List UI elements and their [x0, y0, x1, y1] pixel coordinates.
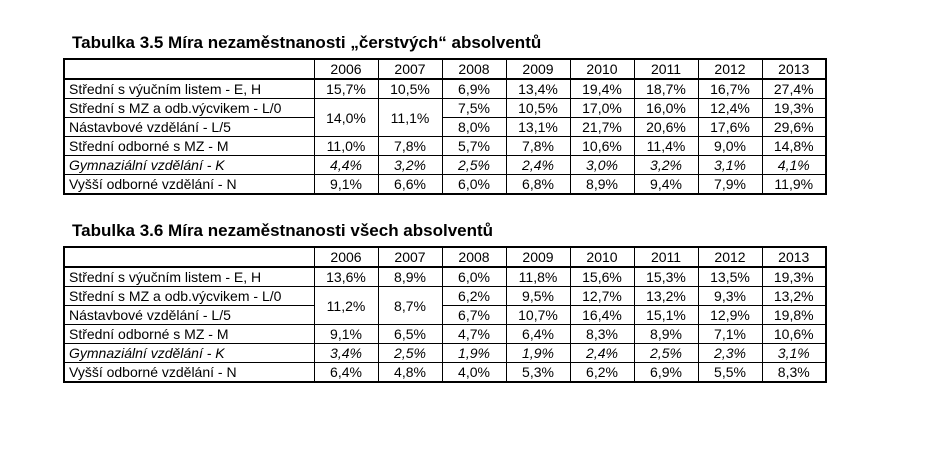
row-label: Gymnaziální vzdělání - K	[64, 156, 314, 175]
value-cell: 12,4%	[698, 99, 762, 118]
value-cell: 2,5%	[378, 344, 442, 363]
value-cell: 2,5%	[442, 156, 506, 175]
value-cell: 11,4%	[634, 137, 698, 156]
value-cell: 15,6%	[570, 267, 634, 287]
value-cell: 11,0%	[314, 137, 378, 156]
value-cell: 1,9%	[442, 344, 506, 363]
value-cell: 2,4%	[570, 344, 634, 363]
value-cell: 15,1%	[634, 306, 698, 325]
merged-value-cell: 11,1%	[378, 99, 442, 137]
value-cell: 13,4%	[506, 79, 570, 99]
value-cell: 10,6%	[762, 325, 826, 344]
year-header: 2008	[442, 59, 506, 79]
header-corner-cell	[64, 247, 314, 267]
value-cell: 2,4%	[506, 156, 570, 175]
table-row	[64, 306, 826, 325]
value-cell: 6,6%	[378, 175, 442, 195]
row-label: Střední odborné s MZ - M	[64, 137, 314, 156]
value-cell: 7,8%	[378, 137, 442, 156]
value-cell: 4,7%	[442, 325, 506, 344]
table-row	[64, 156, 826, 175]
value-cell: 8,3%	[570, 325, 634, 344]
value-cell: 18,7%	[634, 79, 698, 99]
value-cell: 19,3%	[762, 267, 826, 287]
value-cell: 13,1%	[506, 118, 570, 137]
table-row	[64, 99, 826, 118]
value-cell: 16,4%	[570, 306, 634, 325]
year-header: 2007	[378, 247, 442, 267]
year-header: 2008	[442, 247, 506, 267]
table-row	[64, 267, 826, 287]
value-cell: 10,5%	[506, 99, 570, 118]
value-cell: 13,2%	[634, 287, 698, 306]
value-cell: 14,8%	[762, 137, 826, 156]
value-cell: 17,0%	[570, 99, 634, 118]
table-row	[64, 118, 826, 137]
row-label: Střední s MZ a odb.výcvikem - L/0	[64, 99, 314, 118]
unemployment-fresh-graduates-table	[63, 58, 827, 195]
year-header: 2011	[634, 59, 698, 79]
value-cell: 7,8%	[506, 137, 570, 156]
table-row	[64, 79, 826, 99]
value-cell: 8,9%	[634, 325, 698, 344]
value-cell: 12,9%	[698, 306, 762, 325]
value-cell: 8,0%	[442, 118, 506, 137]
table-row	[64, 325, 826, 344]
merged-value-cell: 11,2%	[314, 287, 378, 325]
row-label: Střední s výučním listem - E, H	[64, 267, 314, 287]
value-cell: 17,6%	[698, 118, 762, 137]
value-cell: 15,7%	[314, 79, 378, 99]
value-cell: 11,8%	[506, 267, 570, 287]
table-header-row	[64, 59, 826, 79]
year-header: 2007	[378, 59, 442, 79]
value-cell: 4,0%	[442, 363, 506, 383]
value-cell: 7,9%	[698, 175, 762, 195]
value-cell: 6,2%	[570, 363, 634, 383]
value-cell: 3,0%	[570, 156, 634, 175]
row-label: Střední s výučním listem - E, H	[64, 79, 314, 99]
value-cell: 7,5%	[442, 99, 506, 118]
value-cell: 10,5%	[378, 79, 442, 99]
table-title: Tabulka 3.6 Míra nezaměstnanosti všech absolventů	[72, 221, 494, 240]
row-label: Nástavbové vzdělání - L/5	[64, 306, 314, 325]
year-header: 2006	[314, 59, 378, 79]
unemployment-all-graduates-table	[63, 246, 827, 383]
value-cell: 3,4%	[314, 344, 378, 363]
value-cell: 20,6%	[634, 118, 698, 137]
value-cell: 5,5%	[698, 363, 762, 383]
year-header: 2009	[506, 247, 570, 267]
row-label: Střední odborné s MZ - M	[64, 325, 314, 344]
value-cell: 6,9%	[442, 79, 506, 99]
year-header: 2006	[314, 247, 378, 267]
value-cell: 6,4%	[506, 325, 570, 344]
value-cell: 15,3%	[634, 267, 698, 287]
value-cell: 2,3%	[698, 344, 762, 363]
value-cell: 19,8%	[762, 306, 826, 325]
value-cell: 6,2%	[442, 287, 506, 306]
value-cell: 3,2%	[634, 156, 698, 175]
value-cell: 13,2%	[762, 287, 826, 306]
year-header: 2013	[762, 247, 826, 267]
value-cell: 19,3%	[762, 99, 826, 118]
value-cell: 4,4%	[314, 156, 378, 175]
merged-value-cell: 8,7%	[378, 287, 442, 325]
row-label: Vyšší odborné vzdělání - N	[64, 363, 314, 383]
value-cell: 10,6%	[570, 137, 634, 156]
table-title: Tabulka 3.5 Míra nezaměstnanosti „čerstvých“ absolventů	[72, 33, 542, 52]
value-cell: 3,1%	[762, 344, 826, 363]
value-cell: 6,0%	[442, 267, 506, 287]
year-header: 2010	[570, 59, 634, 79]
value-cell: 9,1%	[314, 175, 378, 195]
value-cell: 2,5%	[634, 344, 698, 363]
value-cell: 6,7%	[442, 306, 506, 325]
value-cell: 9,4%	[634, 175, 698, 195]
value-cell: 6,0%	[442, 175, 506, 195]
table-row	[64, 175, 826, 195]
value-cell: 12,7%	[570, 287, 634, 306]
year-header: 2013	[762, 59, 826, 79]
year-header: 2012	[698, 247, 762, 267]
year-header: 2011	[634, 247, 698, 267]
value-cell: 21,7%	[570, 118, 634, 137]
year-header: 2010	[570, 247, 634, 267]
header-corner-cell	[64, 59, 314, 79]
value-cell: 9,3%	[698, 287, 762, 306]
value-cell: 13,6%	[314, 267, 378, 287]
value-cell: 4,8%	[378, 363, 442, 383]
value-cell: 8,9%	[378, 267, 442, 287]
value-cell: 9,1%	[314, 325, 378, 344]
value-cell: 19,4%	[570, 79, 634, 99]
value-cell: 5,3%	[506, 363, 570, 383]
value-cell: 10,7%	[506, 306, 570, 325]
value-cell: 6,4%	[314, 363, 378, 383]
value-cell: 29,6%	[762, 118, 826, 137]
table-row	[64, 363, 826, 383]
value-cell: 9,0%	[698, 137, 762, 156]
value-cell: 1,9%	[506, 344, 570, 363]
value-cell: 6,8%	[506, 175, 570, 195]
value-cell: 6,9%	[634, 363, 698, 383]
merged-value-cell: 14,0%	[314, 99, 378, 137]
year-header: 2009	[506, 59, 570, 79]
value-cell: 16,7%	[698, 79, 762, 99]
value-cell: 16,0%	[634, 99, 698, 118]
year-header: 2012	[698, 59, 762, 79]
table-header-row	[64, 247, 826, 267]
value-cell: 5,7%	[442, 137, 506, 156]
value-cell: 8,9%	[570, 175, 634, 195]
value-cell: 3,1%	[698, 156, 762, 175]
value-cell: 6,5%	[378, 325, 442, 344]
value-cell: 7,1%	[698, 325, 762, 344]
value-cell: 11,9%	[762, 175, 826, 195]
row-label: Nástavbové vzdělání - L/5	[64, 118, 314, 137]
value-cell: 13,5%	[698, 267, 762, 287]
table-row	[64, 344, 826, 363]
value-cell: 4,1%	[762, 156, 826, 175]
value-cell: 3,2%	[378, 156, 442, 175]
value-cell: 8,3%	[762, 363, 826, 383]
table-row	[64, 287, 826, 306]
table-row	[64, 137, 826, 156]
row-label: Střední s MZ a odb.výcvikem - L/0	[64, 287, 314, 306]
row-label: Vyšší odborné vzdělání - N	[64, 175, 314, 195]
value-cell: 9,5%	[506, 287, 570, 306]
row-label: Gymnaziální vzdělání - K	[64, 344, 314, 363]
value-cell: 27,4%	[762, 79, 826, 99]
